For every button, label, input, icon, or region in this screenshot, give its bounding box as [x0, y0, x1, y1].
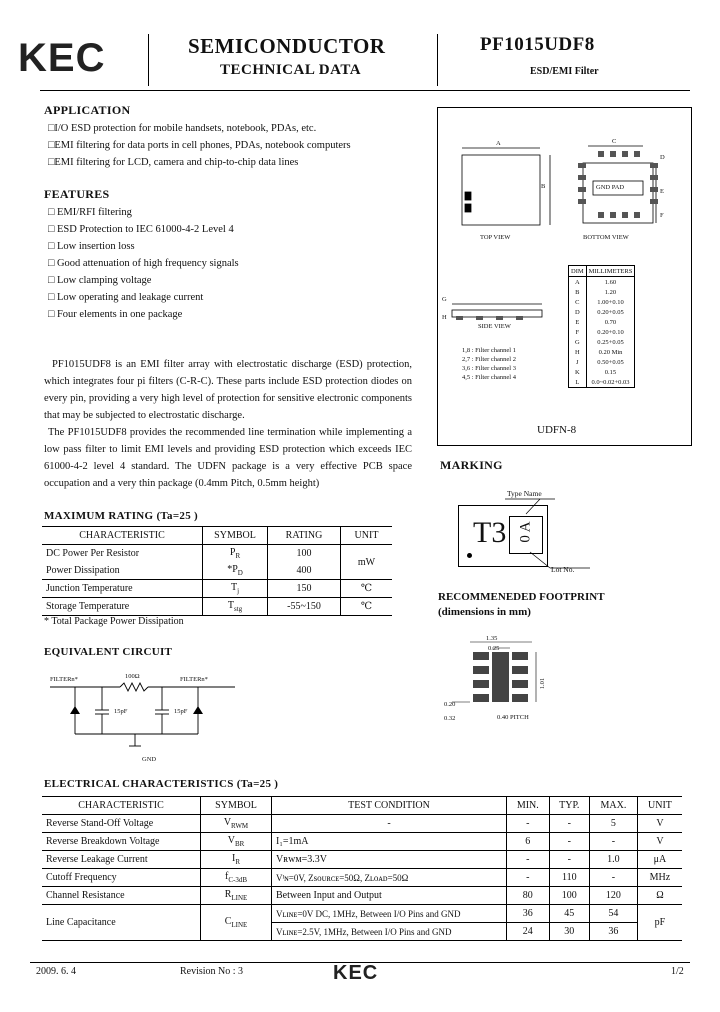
col-max: MAX. [589, 797, 637, 815]
package-name: UDFN-8 [537, 424, 577, 436]
channel-item: 1,8 : Filter channel 1 [462, 347, 516, 354]
header-rule [40, 90, 690, 91]
feature-item: □ Low operating and leakage current [48, 292, 204, 303]
footer-page: 1/2 [671, 966, 684, 977]
footprint-dim: 0.25 [488, 645, 500, 652]
dim-label-h: H [442, 314, 447, 321]
dim-row: E 0.70 [569, 317, 635, 327]
col-test-condition: TEST CONDITION [272, 797, 507, 815]
dim-header: DIM [569, 266, 587, 277]
table-row: Junction Temperature $T_j$ 150 ℃ [42, 580, 392, 598]
equivalent-circuit-diagram [50, 672, 240, 757]
marking-lot-chars [509, 516, 543, 554]
millimeters-header: MILLIMETERS [586, 266, 635, 277]
max-rating-note: * Total Package Power Dissipation [44, 616, 184, 627]
electrical-table [42, 796, 682, 941]
filter-in-label: FILTERn* [50, 676, 78, 683]
header-divider-right [437, 34, 438, 86]
footprint-dim: 0.20 [444, 701, 456, 708]
dim-label-e: E [660, 188, 664, 195]
pin1-dot [467, 553, 472, 558]
package-drawing-frame [437, 107, 692, 446]
dim-row: B 1.20 [569, 287, 635, 297]
application-heading: APPLICATION [44, 103, 131, 117]
dim-row: F 0.20+0.10 [569, 327, 635, 337]
col-typ: TYP. [549, 797, 589, 815]
footprint-heading: RECOMMENEDED FOOTPRINT [438, 591, 605, 603]
dim-row: C 1.00+0.10 [569, 297, 635, 307]
footer-logo: KEC [333, 962, 379, 984]
col-unit: UNIT [637, 797, 682, 815]
lot-no-label: Lot No. [551, 565, 575, 574]
bottom-view-label: BOTTOM VIEW [583, 234, 629, 241]
col-symbol: SYMBOL [201, 797, 272, 815]
col-unit: UNIT [341, 527, 393, 545]
dim-label-b: B [541, 183, 546, 190]
col-symbol: SYMBOL [203, 527, 268, 545]
resistor-label: 100Ω [125, 673, 140, 680]
marking-heading: MARKING [440, 458, 503, 472]
marking-package [458, 505, 548, 567]
max-rating-heading: MAXIMUM RATING (Ta=25 ) [44, 510, 199, 522]
application-item: □I/O ESD protection for mobile handsets, notebook, PDAs, etc. [48, 123, 317, 134]
gnd-pad-label: GND PAD [596, 184, 625, 191]
channel-item: 4,5 : Filter channel 4 [462, 374, 516, 381]
dim-label-d: D [660, 154, 665, 161]
table-row: Reverse Breakdown Voltage $V_{BR}$ I₁=1mA 6 - - V [42, 833, 682, 851]
application-item: □EMI filtering for data ports in cell phones, PDAs, notebook computers [48, 140, 351, 151]
dim-label-g: G [442, 296, 447, 303]
header-subtitle: TECHNICAL DATA [220, 62, 362, 78]
cap2-label: 15pF [174, 708, 188, 715]
table-row: Channel Resistance $R_{LINE}$ Between Input and Output 80 100 120 Ω [42, 887, 682, 905]
footprint-subheading: (dimensions in mm) [438, 606, 531, 618]
feature-item: □ EMI/RFI filtering [48, 207, 132, 218]
top-view-label: TOP VIEW [480, 234, 511, 241]
gnd-label: GND [142, 756, 157, 763]
footer-revision: Revision No : 3 [180, 966, 244, 977]
lot-code: 0 A [517, 521, 534, 543]
feature-item: □ ESD Protection to IEC 61000-4-2 Level 4 [48, 224, 234, 235]
features-heading: FEATURES [44, 187, 110, 201]
dim-row: J 0.50+0.05 [569, 357, 635, 367]
table-row: DC Power Per Resistor $P_R$ 100 mW [42, 545, 392, 563]
side-view-label: SIDE VIEW [478, 323, 511, 330]
max-rating-table [42, 526, 392, 616]
dim-row: K 0.15 [569, 367, 635, 377]
dim-label-c: C [612, 138, 617, 145]
table-row: Storage Temperature $T_{stg}$ -55~150 ℃ [42, 598, 392, 616]
feature-item: □ Low clamping voltage [48, 275, 152, 286]
table-row: Reverse Leakage Current $I_R$ Vʀᴡᴍ=3.3V - - 1.0 μA [42, 851, 682, 869]
header-divider-left [148, 34, 149, 86]
marking-code: T3 [473, 516, 507, 549]
table-row: Line Capacitance $C_{LINE}$ Vʟɪɴᴇ=0V DC, 1MHz, Between I/O Pins and GND 36 45 54 pF [42, 905, 682, 923]
channel-list [462, 346, 516, 382]
feature-item: □ Low insertion loss [48, 241, 135, 252]
col-rating: RATING [268, 527, 341, 545]
part-description: ESD/EMI Filter [530, 66, 599, 77]
footprint-dim: 0.40 PITCH [497, 714, 529, 721]
dim-label-a: A [496, 140, 501, 147]
equivalent-circuit-heading: EQUIVALENT CIRCUIT [44, 646, 173, 658]
dim-row: A 1.60 [569, 277, 635, 288]
footprint-dim: 1.35 [486, 635, 498, 642]
filter-out-label: FILTERn* [180, 676, 208, 683]
header-title: SEMICONDUCTOR [188, 34, 386, 58]
table-row: Power Dissipation $*P_D$ 400 [42, 562, 392, 580]
table-row: Vʟɪɴᴇ=2.5V, 1MHz, Between I/O Pins and GND 24 30 36 [42, 923, 682, 941]
channel-item: 2,7 : Filter channel 2 [462, 356, 516, 363]
dim-row: H 0.20 Min [569, 347, 635, 357]
col-characteristic: CHARACTERISTIC [42, 527, 203, 545]
cap1-label: 15pF [114, 708, 128, 715]
type-name-label: Type Name [507, 489, 542, 498]
footprint-dim: 1.01 [539, 677, 547, 690]
col-characteristic: CHARACTERISTIC [42, 797, 201, 815]
feature-item: □ Good attenuation of high frequency signals [48, 258, 239, 269]
dim-row: D 0.20+0.05 [569, 307, 635, 317]
footer-date: 2009. 6. 4 [36, 966, 76, 977]
electrical-heading: ELECTRICAL CHARACTERISTICS (Ta=25 ) [44, 778, 279, 790]
table-row: Reverse Stand-Off Voltage $V_{RWM}$ - - - 5 V [42, 815, 682, 833]
application-list [48, 120, 428, 171]
description-paragraph-1: PF1015UDF8 is an EMI filter array with electrostatic discharge (ESD) protection, which integrates four pi filters (C-R-C). These parts include ESD protection diodes on every pin, providing a very high level of protection for sensitive electronic components that may be subjected to electrostatic discharge. [44, 359, 412, 421]
dim-row: G 0.25+0.05 [569, 337, 635, 347]
dim-label-f: F [660, 212, 664, 219]
dim-row: L 0.0~0.02+0.03 [569, 377, 635, 388]
package-drawing [438, 108, 691, 445]
features-list [48, 204, 428, 323]
feature-item: □ Four elements in one package [48, 309, 183, 320]
col-min: MIN. [507, 797, 550, 815]
table-row: Cutoff Frequency $f_{C-3dB}$ Vᴵɴ=0V, Zsᴏᴜʀᴄᴇ=50Ω, Zʟᴏᴀᴅ=50Ω - 110 - MHz [42, 869, 682, 887]
part-number: PF1015UDF8 [480, 34, 595, 55]
application-item: □EMI filtering for LCD, camera and chip-to-chip data lines [48, 157, 299, 168]
kec-logo: KEC [18, 36, 106, 80]
top-view-outline [462, 155, 540, 225]
channel-item: 3,6 : Filter channel 3 [462, 365, 516, 372]
dimension-table [568, 265, 635, 388]
description-paragraph-2: The PF1015UDF8 provides the recommended line termination while implementing a low pass filter to limit EMI levels and providing ESD protection which exceeds IEC 61000-4-2 level 4 standard. The UDFN package is a very effective PCB space occupation and a very thin package (0.4mm Pitch, 0.5mm height) [44, 427, 412, 489]
footprint-dim: 0.32 [444, 715, 456, 722]
